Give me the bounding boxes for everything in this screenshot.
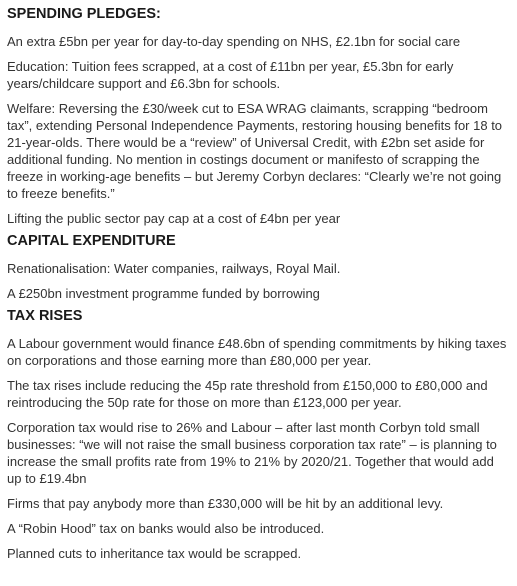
section-heading: SPENDING PLEDGES: [7, 6, 161, 22]
paragraph: Education: Tuition fees scrapped, at a cost of £11bn per year, £5.3bn for early years/childcare support and £6.3bn for schools. [7, 59, 454, 91]
paragraph: Renationalisation: Water companies, railways, Royal Mail. [7, 261, 341, 276]
paragraph: Lifting the public sector pay cap at a cost of £4bn per year [7, 211, 341, 226]
section-spending-pledges [7, 6, 511, 227]
paragraph: Welfare: Reversing the £30/week cut to ESA WRAG claimants, scrapping “bedroom tax”, extending Personal Independence Payments, restoring housing benefits for 18 to 21-year-olds. There would be a “review” of Universal Credit, with £2bn set aside for additional funding. No mention in costings document or manifesto of scrapping the freeze in working-age benefits – but Jeremy Corbyn declares: “Clearly we’re not going to freeze benefits.” [7, 101, 503, 201]
paragraph: A £250bn investment programme funded by borrowing [7, 286, 320, 301]
paragraph: Corporation tax would rise to 26% and Labour – after last month Corbyn told small businesses: “we will not raise the small business corporation tax rate” – is planning to increase the small profits rate from 19% to 21% by 2020/21. Together that would add up to £19.4bn [7, 420, 497, 486]
section-capital-expenditure [7, 233, 511, 302]
paragraph: A Labour government would finance £48.6bn of spending commitments by hiking taxes on corporations and those earning more than £80,000 per year. [7, 336, 507, 368]
section-tax-rises [7, 308, 511, 562]
paragraph: Planned cuts to inheritance tax would be scrapped. [7, 546, 302, 561]
paragraph: Firms that pay anybody more than £330,000 will be hit by an additional levy. [7, 496, 444, 511]
paragraph: An extra £5bn per year for day-to-day spending on NHS, £2.1bn for social care [7, 34, 461, 49]
paragraph: A “Robin Hood” tax on banks would also be introduced. [7, 521, 325, 536]
section-heading: CAPITAL EXPENDITURE [7, 233, 176, 249]
paragraph: The tax rises include reducing the 45p rate threshold from £150,000 to £80,000 and reintroducing the 50p rate for those on more than £123,000 per year. [7, 378, 488, 410]
section-heading: TAX RISES [7, 308, 83, 324]
